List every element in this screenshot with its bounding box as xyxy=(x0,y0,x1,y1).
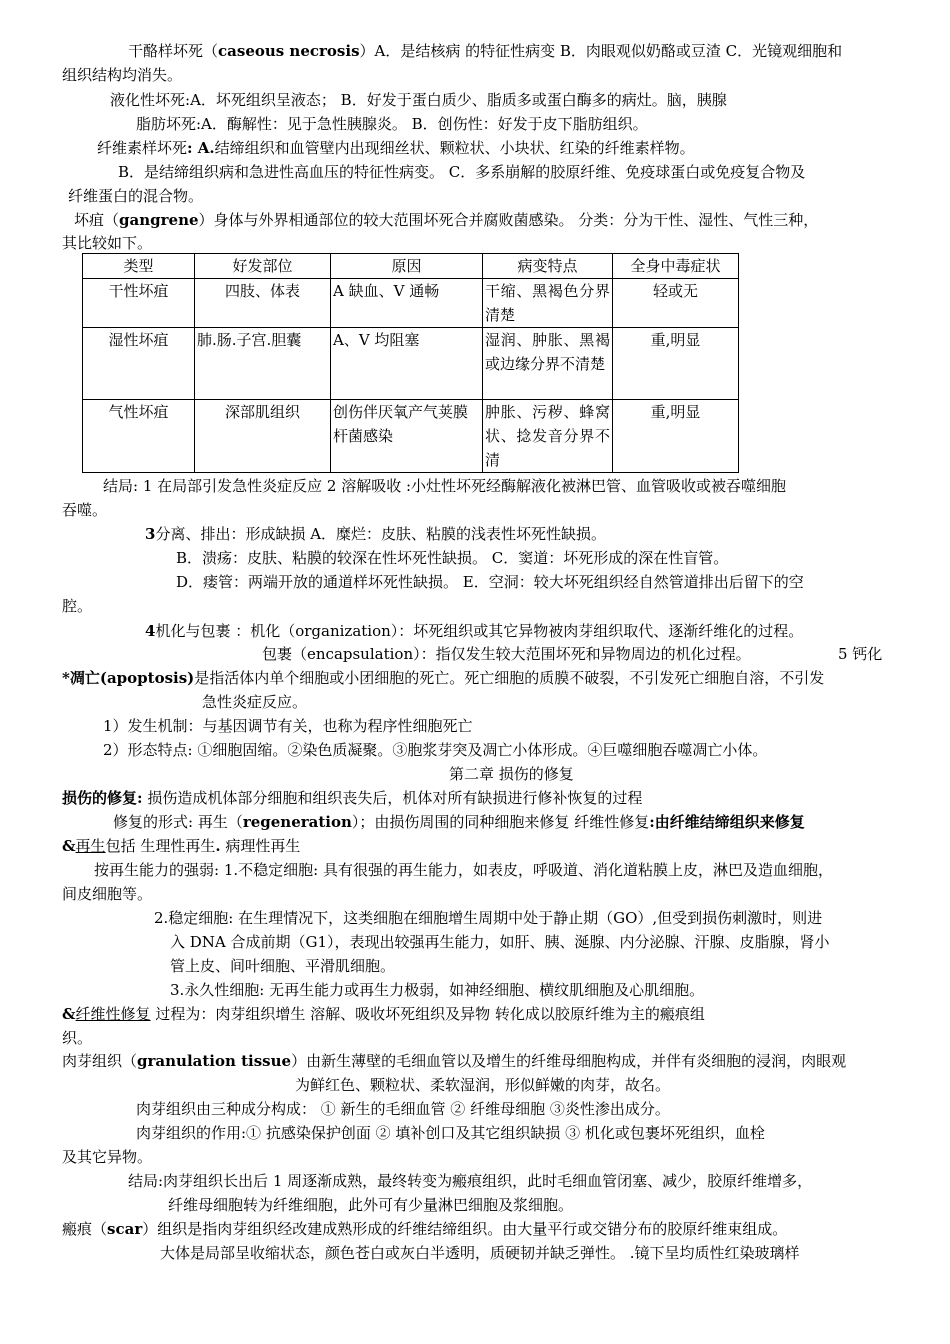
outcome-line-3d: D．瘘管：两端开放的通道样坏死性缺损。 E．空洞：较大坏死组织经自然管道排出后留下的空 xyxy=(176,573,804,591)
repair-rest: 损伤造成机体部分细胞和组织丧失后，机体对所有缺损进行修补恢复的过程 xyxy=(142,789,643,807)
fibrinoid-line xyxy=(97,137,695,159)
caseous-cont: 组织结构均消失。 xyxy=(62,66,183,84)
fibrinoid-b-line: B．是结缔组织病和急进性高血压的特征性病变。 C．多系崩解的胶原纤维、免疫球蛋白或免疫复合物及 xyxy=(118,163,806,181)
ability-line: 按再生能力的强弱: 1.不稳定细胞: 具有很强的再生能力，如表皮，呼吸道、消化道粘膜上皮，淋巴及造血细胞， xyxy=(94,861,833,879)
granulation-function-cont: 及其它异物。 xyxy=(62,1148,153,1166)
granulation-cont: 为鲜红色、颗粒状、柔软湿润，形似鲜嫩的肉芽，故名。 xyxy=(295,1076,671,1094)
table-cell: 重,明显 xyxy=(613,328,739,400)
table-cell: 创伤伴厌氧产气荚膜杆菌感染 xyxy=(331,400,483,473)
table-row xyxy=(83,328,739,400)
forms-en: regeneration xyxy=(242,813,352,831)
liquefactive-lead: 液化性坏死 xyxy=(110,91,186,109)
table-header: 类型 xyxy=(83,254,195,279)
ability-cont: 间皮细胞等。 xyxy=(62,885,153,903)
granulation-line xyxy=(62,1050,846,1072)
regen-underlined: 再生 xyxy=(75,837,106,855)
outcome-lead: 结局 xyxy=(103,477,134,495)
fib-underlined: 纤维性修复 xyxy=(75,1005,151,1023)
gangrene-rest: ）身体与外界相通部位的较大范围坏死合并腐败菌感染。 分类：分为干性、湿性、气性三种， xyxy=(198,211,819,229)
apoptosis-morphology: 2）形态特点: ①细胞固缩。②染色质凝聚。③胞浆芽突及凋亡小体形成。④巨噬细胞吞噬凋亡小体。 xyxy=(103,741,768,759)
apoptosis-rest: 是指活体内单个细胞或小团细胞的死亡。死亡细胞的质膜不破裂，不引发死亡细胞自溶，不引发 xyxy=(194,669,825,687)
table-cell: 干性坏疽 xyxy=(83,279,195,328)
fibrinoid-c-line: 纤维蛋白的混合物。 xyxy=(68,187,204,205)
outcome-4-num: 4 xyxy=(145,622,156,640)
fibrinoid-rest: 结缔组织和血管壁内出现细丝状、颗粒状、小块状、红染的纤维素样物。 xyxy=(214,139,695,157)
repair-line xyxy=(62,787,642,809)
outcome-line-3d-cont: 腔。 xyxy=(62,597,93,615)
regeneration-line xyxy=(62,835,300,857)
liquefactive-line xyxy=(110,89,727,111)
caseous-rest: ）A．是结核病 的特征性病变 B．肉眼观似奶酪或豆渣 C．光镜观细胞和 xyxy=(359,42,843,60)
outcome-3-num: 3 xyxy=(145,525,156,543)
table-cell: 湿性坏疽 xyxy=(83,328,195,400)
forms-a: 修复的形式: 再生（ xyxy=(113,813,243,831)
table-header: 原因 xyxy=(331,254,483,279)
outcome-rest: : 1 在局部引发急性炎症反应 2 溶解吸收 :小灶性坏死经酶解液化被淋巴管、血管吸收或被吞噬细胞 xyxy=(133,477,787,495)
gran-en: granulation tissue xyxy=(137,1052,292,1070)
stable-line-3: 管上皮、间叶细胞、平滑肌细胞。 xyxy=(170,957,396,975)
fibrinoid-lead: 纤维素样坏死 xyxy=(97,139,188,157)
fibrous-repair-cont: 织。 xyxy=(62,1029,93,1047)
caseous-en: caseous necrosis xyxy=(218,42,360,60)
fib-amp: & xyxy=(62,1005,76,1023)
gangrene-cont: 其比较如下。 xyxy=(62,234,153,252)
gran-rest: ）由新生薄壁的毛细血管以及增生的纤维母细胞构成，并伴有炎细胞的浸润，肉眼观 xyxy=(291,1052,847,1070)
forms-c: :由纤维结缔组织来修复 xyxy=(649,813,805,831)
stable-line-2: 入 DNA 合成前期（G1），表现出较强再生能力，如肝、胰、涎腺、内分泌腺、汗腺、皮脂腺，肾小 xyxy=(170,933,830,951)
granulation-outcome-2: 纤维母细胞转为纤维细胞，此外可有少量淋巴细胞及浆细胞。 xyxy=(168,1196,574,1214)
gangrene-line xyxy=(74,209,818,231)
gran-lead: 肉芽组织（ xyxy=(62,1052,138,1070)
outcome-line-3b: B．溃疡：皮肤、粘膜的较深在性坏死性缺损。 C．窦道：坏死形成的深在性盲管。 xyxy=(176,549,729,567)
scar-lead: 瘢痕（ xyxy=(62,1220,108,1238)
gangrene-en: gangrene xyxy=(119,211,199,229)
caseous-line xyxy=(128,40,842,62)
apoptosis-line xyxy=(62,667,824,689)
outcome-line-4 xyxy=(145,620,803,642)
table-cell: 湿润、肿胀、黑褐或边缘分界不清楚 xyxy=(483,328,613,400)
apoptosis-lead: *凋亡(apoptosis) xyxy=(62,669,195,687)
outcome-line-4b: 包裹（encapsulation）：指仅发生较大范围坏死和异物周边的机化过程。 xyxy=(262,645,751,663)
table-header-row xyxy=(83,254,739,279)
fib-rest: 过程为：肉芽组织增生 溶解、吸收坏死组织及异物 转化成以胶原纤维为主的瘢痕组 xyxy=(150,1005,705,1023)
table-cell: 气性坏疽 xyxy=(83,400,195,473)
outcome-line-5: 5 钙化 xyxy=(838,645,883,663)
table-header: 全身中毒症状 xyxy=(613,254,739,279)
scar-gross-line: 大体是局部呈收缩状态，颜色苍白或灰白半透明，质硬韧并缺乏弹性。 .镜下呈均质性红染玻璃样 xyxy=(160,1244,800,1262)
granulation-function: 肉芽组织的作用:① 抗感染保护创面 ② 填补创口及其它组织缺损 ③ 机化或包裹坏死组织，血栓 xyxy=(136,1124,765,1142)
table-cell: 四肢、体表 xyxy=(195,279,331,328)
table-cell: A、V 均阻塞 xyxy=(331,328,483,400)
scar-line xyxy=(62,1218,787,1240)
table-header: 好发部位 xyxy=(195,254,331,279)
repair-lead: 损伤的修复: xyxy=(62,789,143,807)
table-cell: 轻或无 xyxy=(613,279,739,328)
table-row xyxy=(83,279,739,328)
regen-dot: . xyxy=(215,837,221,855)
outcome-line-3 xyxy=(145,523,606,545)
granulation-outcome-1: 结局:肉芽组织长出后 1 周逐渐成熟，最终转变为瘢痕组织，此时毛细血管闭塞、减少，胶原纤维增多， xyxy=(128,1172,813,1190)
fat-necrosis-line: 脂肪坏死:A．酶解性：见于急性胰腺炎。 B．创伤性：好发于皮下脂肪组织。 xyxy=(136,115,648,133)
outcome-line-1 xyxy=(103,475,786,497)
table-cell: 重,明显 xyxy=(613,400,739,473)
table-cell: 深部肌组织 xyxy=(195,400,331,473)
scar-rest: ）组织是指肉芽组织经改建成熟形成的纤维结缔组织。由大量平行或交错分布的胶原纤维束组成。 xyxy=(142,1220,788,1238)
table-header: 病变特点 xyxy=(483,254,613,279)
apoptosis-cont: 急性炎症反应。 xyxy=(202,693,308,711)
apoptosis-mechanism: 1）发生机制：与基因调节有关，也称为程序性细胞死亡 xyxy=(103,717,473,735)
regen-end: 病理性再生 xyxy=(220,837,301,855)
scar-en: scar xyxy=(107,1220,143,1238)
liquefactive-rest: :A．坏死组织呈液态； B．好发于蛋白质少、脂质多或蛋白酶多的病灶。脑，胰腺 xyxy=(185,91,727,109)
table-cell: 干缩、黑褐色分界清楚 xyxy=(483,279,613,328)
regen-amp: & xyxy=(62,837,76,855)
chapter-title: 第二章 损伤的修复 xyxy=(449,765,574,783)
outcome-3-rest: 分离、排出：形成缺损 A．糜烂：皮肤、粘膜的浅表性坏死性缺损。 xyxy=(155,525,607,543)
outcome-cont: 吞噬。 xyxy=(62,501,108,519)
caseous-lead: 干酪样坏死（ xyxy=(128,42,219,60)
stable-line-1: 2.稳定细胞: 在生理情况下，这类细胞在细胞增生周期中处于静止期（GO）,但受到损伤刺激时，则进 xyxy=(154,909,823,927)
gangrene-lead: 坏疽（ xyxy=(74,211,120,229)
gangrene-table xyxy=(82,253,739,473)
fibrinoid-bold: : A. xyxy=(187,139,215,157)
repair-forms-line xyxy=(113,811,805,833)
outcome-4-rest: 机化与包裹 ：机化（organization）：坏死组织或其它异物被肉芽组织取代、逐渐纤维化的过程。 xyxy=(155,622,804,640)
regen-rest: 包括 生理性再生 xyxy=(105,837,216,855)
table-row xyxy=(83,400,739,473)
fibrous-repair-line xyxy=(62,1003,705,1025)
table-cell: A 缺血、V 通畅 xyxy=(331,279,483,328)
granulation-components: 肉芽组织由三种成分构成： ① 新生的毛细血管 ② 纤维母细胞 ③炎性渗出成分。 xyxy=(136,1100,670,1118)
forms-b: ）；由损伤周围的同种细胞来修复 纤维性修复 xyxy=(351,813,650,831)
table-cell: 肺.肠.子宫.胆囊 xyxy=(195,328,331,400)
table-cell: 肿胀、污秽、蜂窝状、捻发音分界不清 xyxy=(483,400,613,473)
permanent-line: 3.永久性细胞: 无再生能力或再生力极弱，如神经细胞、横纹肌细胞及心肌细胞。 xyxy=(170,981,705,999)
